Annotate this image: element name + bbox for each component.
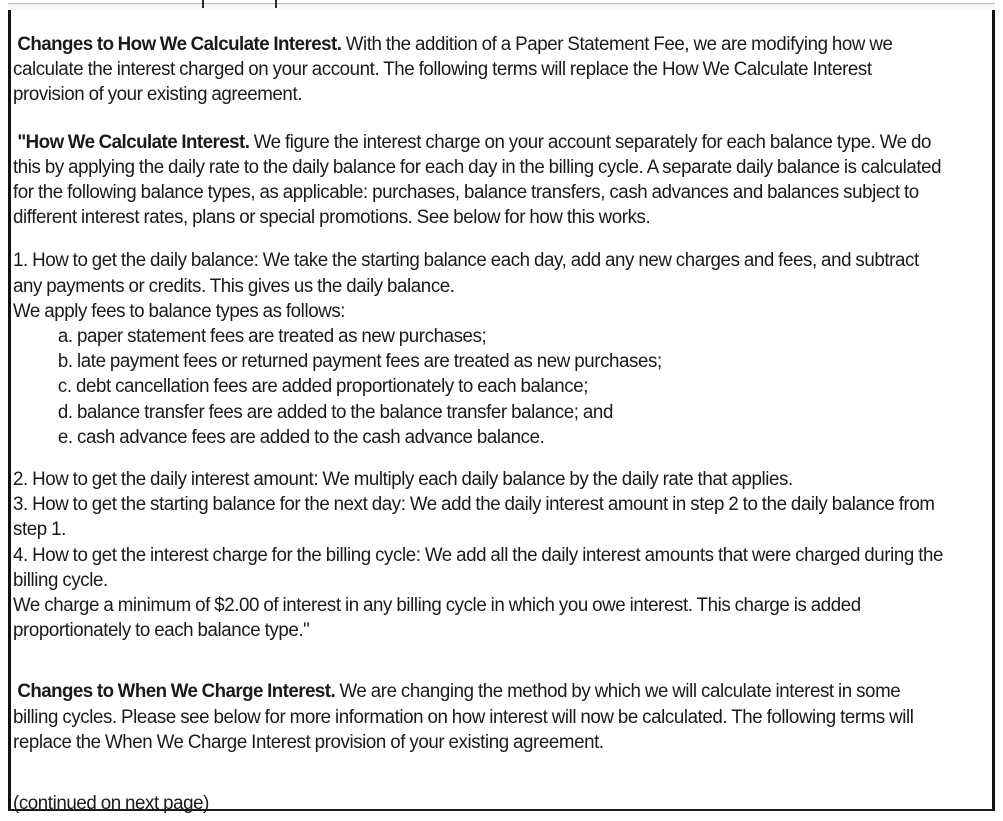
paragraph-step-3-starting-balance-next-day: 3. How to get the starting balance for the next day: We add the daily interest amount in step 2 to the daily balance from step 1.	[13, 493, 935, 541]
list-item-fee-rule-b: b. late payment fees or returned payment fees are treated as new purchases;	[57, 350, 662, 373]
text-charge-interest-body: We are changing the method by which we will calculate interest in some billing cycles. Please see below for more information on how interest will now be calculated. The following terms will replace the When We Charge Interest provision of your existing agreement.	[13, 680, 914, 753]
paragraph-minimum-interest-charge: We charge a minimum of $2.00 of interest in any billing cycle in which you owe interest. This charge is added proportionately to each balance type."	[13, 594, 861, 642]
table-column-tick-right	[275, 0, 277, 8]
right-border-rule	[992, 10, 995, 811]
left-border-rule	[8, 10, 11, 811]
heading-changes-to-when-we-charge-interest: Changes to When We Charge Interest.	[17, 680, 336, 703]
footer-continued-note: (continued on next page)	[13, 792, 209, 815]
list-item-fee-rule-d: d. balance transfer fees are added to the balance transfer balance; and	[57, 400, 613, 423]
paragraph-charge-interest-intro	[13, 679, 944, 755]
paragraph-step-1-daily-balance: 1. How to get the daily balance: We take the starting balance each day, add any new charges and fees, and subtract any payments or credits. This gives us the daily balance.	[13, 249, 919, 297]
heading-how-we-calculate-interest: How We Calculate Interest.	[25, 130, 250, 153]
paragraph-step-4-interest-charge-billing-cycle: 4. How to get the interest charge for the billing cycle: We add all the daily interest amounts that were charged during the billing cycle.	[13, 543, 944, 591]
heading-changes-to-how-we-calculate-interest: Changes to How We Calculate Interest.	[17, 33, 342, 55]
list-item-fee-rule-c: c. debt cancellation fees are added proportionately to each balance;	[57, 375, 589, 398]
document-body	[13, 24, 988, 816]
paragraph-step-2-daily-interest-amount: 2. How to get the daily interest amount: We multiply each daily balance by the daily rate that applies.	[13, 468, 793, 491]
list-fee-allocation-rules	[13, 324, 988, 450]
paragraph-quoted-provision-opening	[13, 130, 944, 231]
top-border-shade	[8, 4, 995, 11]
table-column-tick-left	[202, 0, 204, 8]
text-calculate-interest-intro: With the addition of a Paper Statement Fee, we are modifying how we calculate the interest charged on your account. The following terms will replace the How We Calculate Interest provision of your existing agreement.	[13, 33, 893, 106]
text-how-we-calculate-interest-body: We figure the interest charge on your account separately for each balance type. We do this by applying the daily rate to the daily balance for each day in the billing cycle. A separate daily balance is calculated for the following balance types, as applicable: purchases, balance transfers, cash advances and balances subject to different interest rates, plans or special promotions. See below for how this works.	[13, 130, 942, 229]
list-item-fee-rule-a: a. paper statement fees are treated as new purchases;	[57, 325, 487, 348]
quote-open-mark: "	[17, 130, 26, 153]
paragraph-calculate-interest-intro	[13, 32, 944, 108]
list-item-fee-rule-e: e. cash advance fees are added to the cash advance balance.	[57, 425, 545, 448]
paragraph-apply-fees-intro: We apply fees to balance types as follows:	[13, 299, 346, 322]
